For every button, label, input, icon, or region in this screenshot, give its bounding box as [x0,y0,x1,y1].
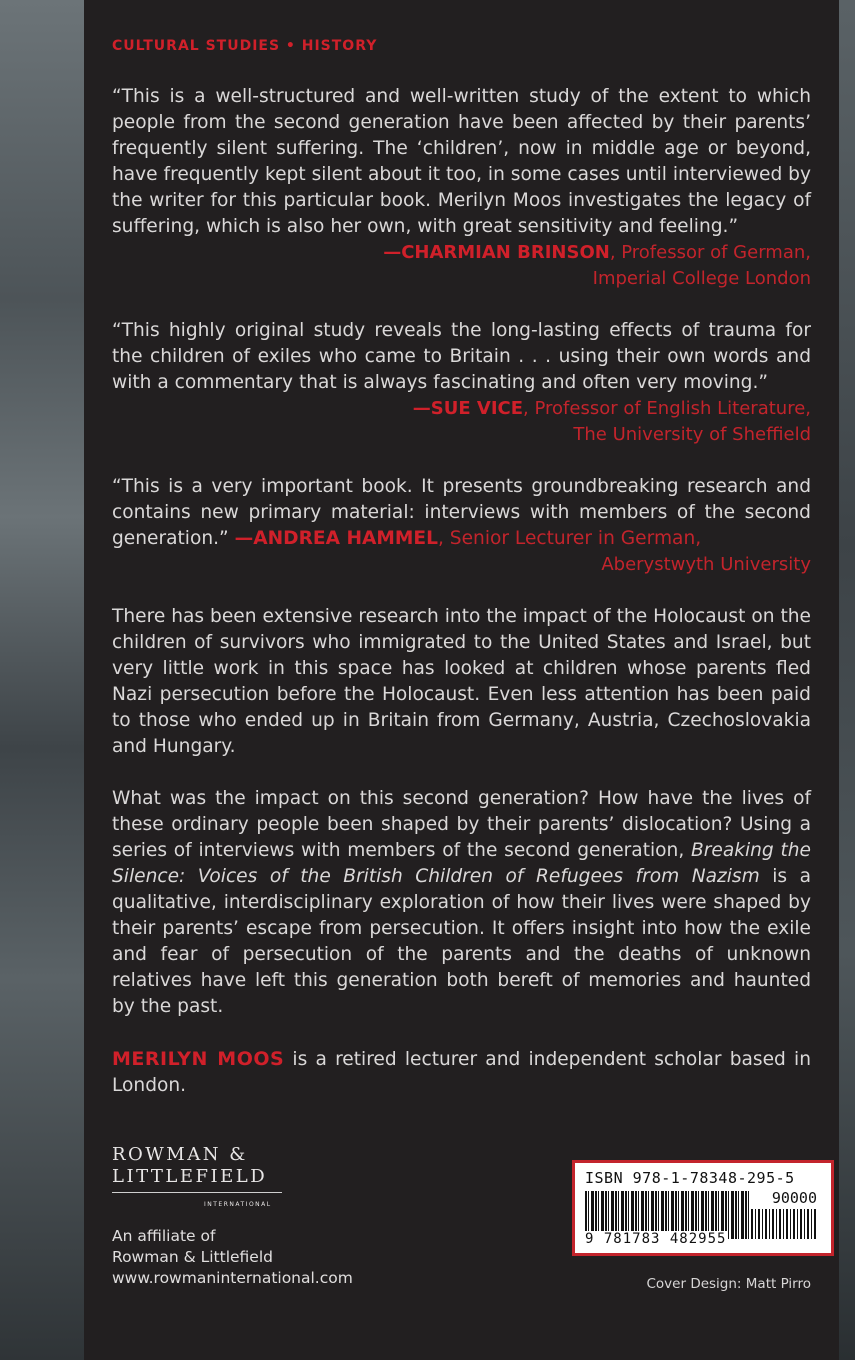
price-barcode-bars [751,1209,817,1239]
blurb-attribution-3 [235,528,702,549]
author-bio-text: is a retired lecturer and independent scholar based in London. [112,1049,811,1096]
book-title: Breaking the Silence: Voices of the British Children of Refugees from Nazism [112,840,811,887]
blurb-name-2: —SUE VICE [412,398,524,419]
blurb-institution-1: Imperial College London [592,268,811,289]
category-label: CULTURAL STUDIES • HISTORY [112,38,378,54]
publisher-parent-name: Rowman & Littlefield [112,1248,273,1266]
publisher-website: www.rowmaninternational.com [112,1269,353,1287]
blurb-quote-1: “This is a well-structured and well-written study of the extent to which people from the second generation have been affected by their parents’ frequently silent suffering. The ‘children’, now in middle age or beyond, have frequently kept silent about it too, in some cases until interviewed by the writer for this particular book. Merilyn Moos investigates the legacy of suffering, which is also her own, with great sensitivity and feeling.” [112,86,811,237]
description-paragraph-2 [112,786,811,1020]
description-p2-start: What was the impact on this second generation? How have the lives of these ordinary people been shaped by their parents’ dislocation? Using a series of interviews with members of the second generation, [112,788,811,861]
blurb-role-1: , Professor of German, [609,242,811,263]
blurb-quote-3-text: “This is a very important book. It presents groundbreaking research and contains new primary material: interviews with members of the second generation.” [112,476,811,549]
blurb-role-2: , Professor of English Literature, [523,398,811,419]
cover-design-credit: Cover Design: Matt Pirro [646,1276,811,1292]
author-bio [112,1046,811,1099]
blurb-name-1: —CHARMIAN BRINSON [383,242,610,263]
price-code: 90000 [771,1189,817,1207]
publisher-logo-sub: INTERNATIONAL [204,1201,272,1208]
description-paragraph-1: There has been extensive research into the impact of the Holocaust on the children of survivors who immigrated to the United States and Israel, but very little work in this space has looked at children whose parents fled Nazi persecution before the Holocaust. Even less attention has been paid to those who ended up in Britain from Germany, Austria, Czechoslovakia and Hungary. [112,606,811,757]
blurb-attribution-2 [413,396,811,448]
cloud-background-right [839,0,855,1360]
isbn-barcode [572,1160,834,1256]
publisher-info [112,1226,412,1289]
blurb-quote-3 [112,474,811,552]
blurb-name-3: —ANDREA HAMMEL [234,528,438,549]
publisher-affiliate-line: An affiliate of [112,1227,216,1245]
publisher-logo [112,1144,412,1216]
publisher-block [112,1144,412,1289]
blurb-role-3: , Senior Lecturer in German, [437,528,702,549]
publisher-logo-line1: ROWMAN & [112,1144,248,1165]
description-p2-end: is a qualitative, interdisciplinary exploration of how their lives were shaped by their parents’ escape from persecution. It offers insight into how the exile and fear of persecution of the parents and the deaths of unknown relatives have left this generation both bereft of memories and haunted by the past. [112,866,811,1017]
isbn-number: ISBN 978-1-78348-295-5 [585,1169,795,1187]
author-name: MERILYN MOOS [112,1048,285,1070]
blurb-quote-2: “This highly original study reveals the long-lasting effects of trauma for the children of exiles who came to Britain . . . using their own words and with a commentary that is always fascinating and often very moving.” [112,320,811,393]
blurb-attribution-1 [383,240,811,292]
blurb-institution-3: Aberystwyth University [601,554,811,575]
publisher-logo-rule [112,1192,282,1193]
blurb-institution-2: The University of Sheffield [573,424,811,445]
back-cover-panel [84,0,839,1360]
publisher-logo-line2: LITTLEFIELD [112,1166,268,1187]
cloud-background-left [0,0,84,1360]
barcode-digits: 9 781783 482955 [585,1231,727,1247]
